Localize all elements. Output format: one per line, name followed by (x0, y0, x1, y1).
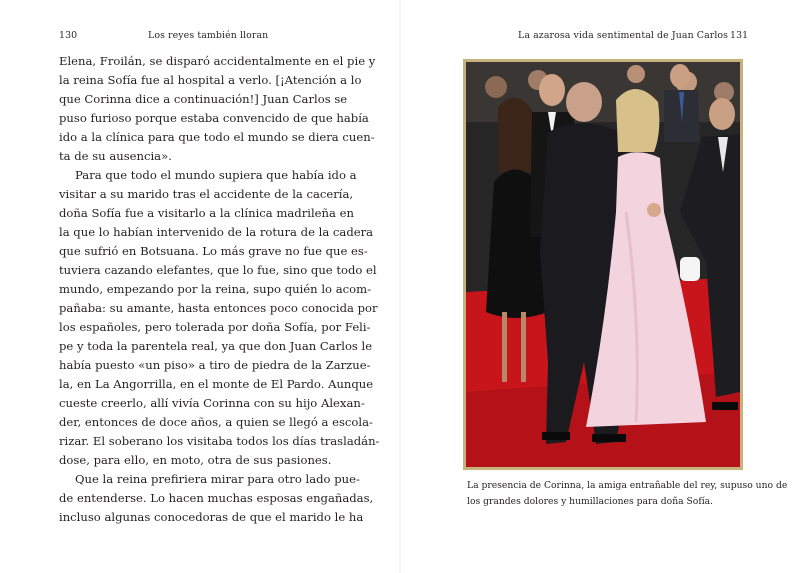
text-line: tuviera cazando elefantes, que lo fue, sino que todo el (59, 263, 377, 277)
text-line: pe y toda la parentela real, ya que don Juan Carlos le (59, 339, 373, 353)
photo-illustration (466, 62, 740, 467)
handbag (680, 257, 700, 281)
left-running-head: Los reyes también lloran (148, 30, 269, 41)
text-line: doña Sofía fue a visitarlo a la clínica madrileña en (59, 206, 354, 220)
text-line: Que la reina prefiriera mirar para otro lado pue- (75, 472, 360, 486)
text-line: pañaba: su amante, hasta entonces poco conocida por (59, 301, 378, 315)
right-running-head: La azarosa vida sentimental de Juan Carlos (518, 30, 729, 41)
text-line: que Corinna dice a continuación!] Juan Carlos se (59, 92, 348, 106)
text-line: la que lo habían intervenido de la rotura de la cadera (59, 225, 374, 239)
text-line: visitar a su marido tras el accidente de la cacería, (59, 187, 354, 201)
body-text (59, 52, 380, 527)
caption-line: los grandes dolores y humillaciones para doña Sofía. (467, 496, 714, 507)
text-line: Para que todo el mundo supiera que había ido a (75, 168, 357, 182)
right-page (400, 0, 800, 573)
photo-caption (467, 478, 788, 510)
text-line: ido a la clínica para que todo el mundo se diera cuen- (59, 130, 375, 144)
text-line: ta de su ausencia». (59, 149, 172, 163)
person-center-back (566, 82, 602, 122)
text-line: dose, para ello, en moto, otra de sus pasiones. (59, 453, 332, 467)
text-line: la, en La Angorrilla, en el monte de El Pardo. Aunque (59, 377, 374, 391)
caption-line: La presencia de Corinna, la amiga entrañable del rey, supuso uno de (467, 480, 788, 491)
text-line: había puesto «un piso» a tiro de piedra de la Zarzue- (59, 358, 371, 372)
text-line: der, entonces de doce años, a quien se llegó a escola- (59, 415, 373, 429)
red-carpet-photo (466, 62, 740, 467)
text-line: que sufrió en Botsuana. Lo más grave no fue que es- (59, 244, 368, 258)
text-line: cueste creerlo, allí vivía Corinna con su hijo Alexan- (59, 396, 365, 410)
right-folio: 131 (730, 30, 749, 41)
photo-frame (463, 59, 743, 470)
left-folio: 130 (59, 30, 78, 41)
text-line: Elena, Froilán, se disparó accidentalmente en el pie y (59, 54, 376, 68)
text-line: los españoles, pero tolerada por doña Sofía, por Feli- (59, 320, 371, 334)
text-line: la reina Sofía fue al hospital a verlo. [¡Atención a lo (59, 73, 362, 87)
text-line: de entenderse. Lo hacen muchas esposas engañadas, (59, 491, 374, 505)
text-line: mundo, empezando por la reina, supo quién lo acom- (59, 282, 371, 296)
text-line: rizar. El soberano los visitaba todos los días trasladán- (59, 434, 380, 448)
text-line: incluso algunas conocedoras de que el marido le ha (59, 510, 364, 524)
text-line: puso furioso porque estaba convencido de que había (59, 111, 369, 125)
